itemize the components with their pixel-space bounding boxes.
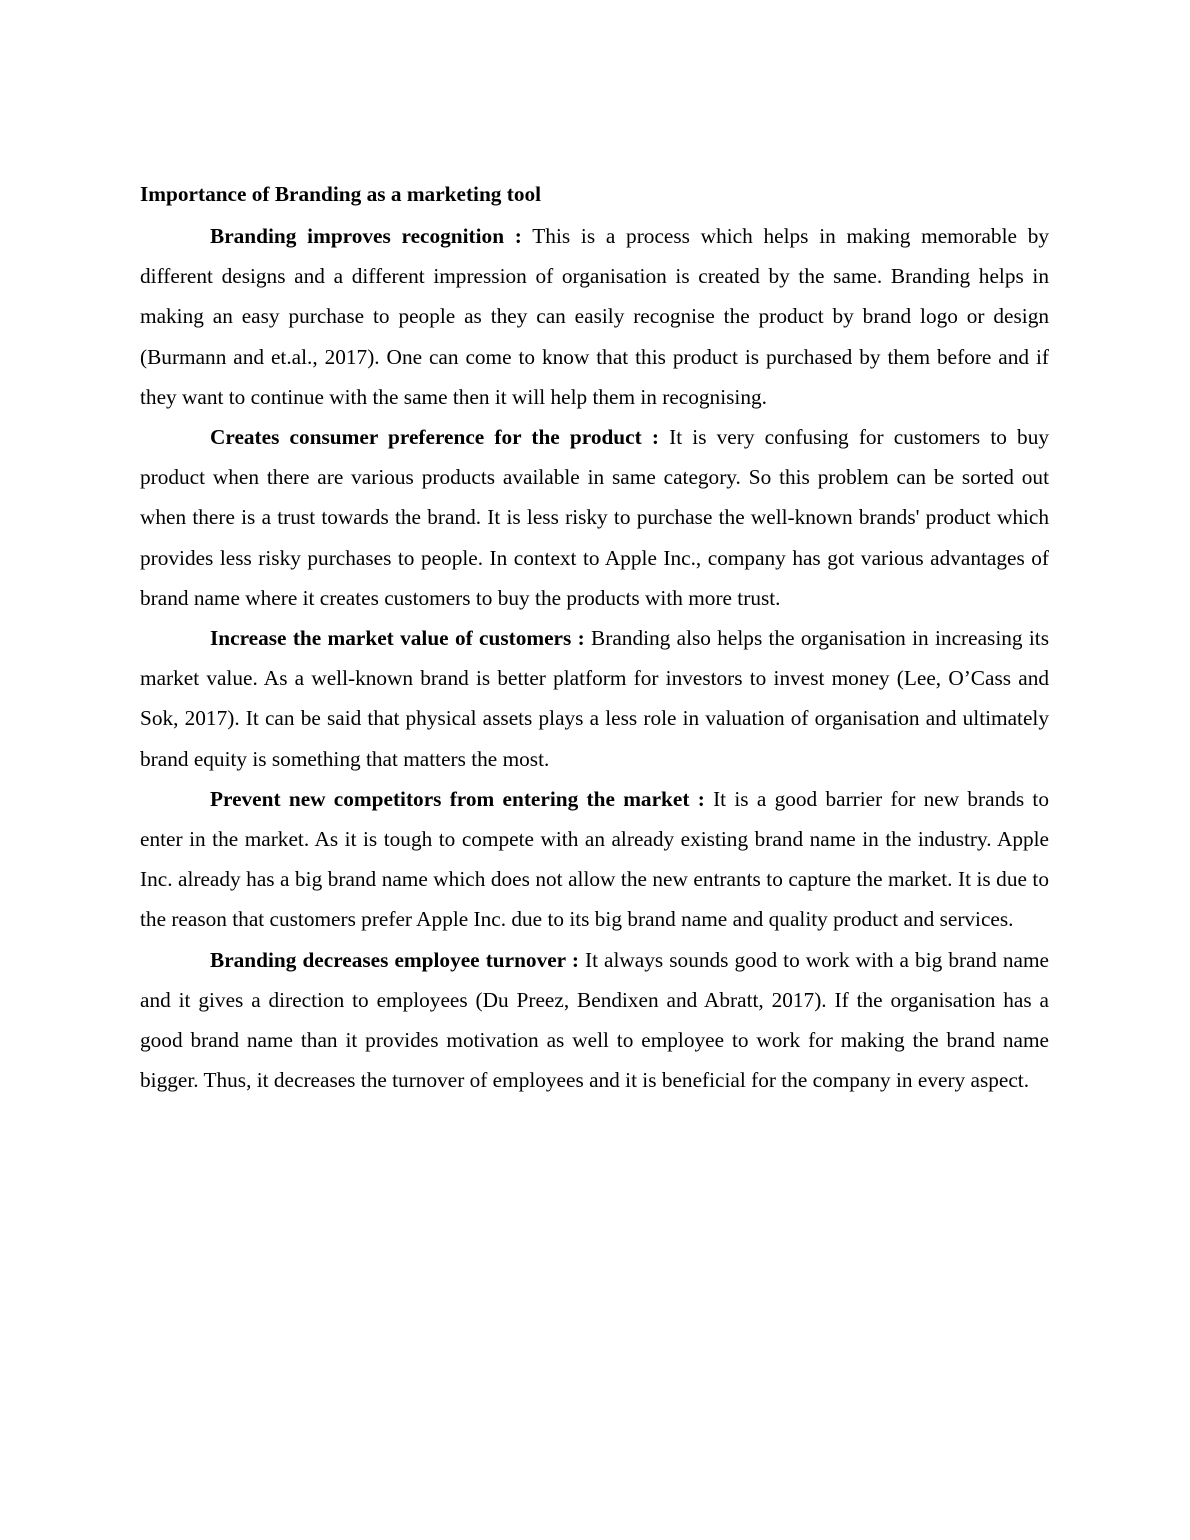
paragraph-prevent-competitors (140, 779, 1049, 940)
section-heading: Importance of Branding as a marketing tool (140, 182, 542, 206)
paragraph-lead: Branding decreases employee turnover : (210, 947, 579, 972)
paragraph-market-value (140, 618, 1049, 779)
paragraph-text: It is very confusing for customers to buy product when there are various products available in same category. So this problem can be sorted out when there is a trust towards the brand. It is less risky to purchase the well-known brands' product which provides less risky purchases to people. In context to Apple Inc., company has got various advantages of brand name where it creates customers to buy the products with more trust. (140, 425, 1049, 610)
document-page (140, 176, 1049, 1100)
paragraph-lead: Creates consumer preference for the product : (210, 425, 659, 450)
paragraph-lead: Prevent new competitors from entering the market : (210, 786, 705, 811)
paragraph-lead: Increase the market value of customers : (210, 626, 585, 651)
paragraph-employee-turnover (140, 940, 1049, 1101)
paragraph-text: It is a good barrier for new brands to enter in the market. As it is tough to compete with an already existing brand name in the industry. Apple Inc. already has a big brand name which does not allow the new entrants to capture the market. It is due to the reason that customers prefer Apple Inc. due to its big brand name and quality product and services. (140, 786, 1049, 932)
paragraph-text: It always sounds good to work with a big brand name and it gives a direction to employees (Du Preez, Bendixen and Abratt, 2017). If the organisation has a good brand name than it provides motivation as well to employee to work for making the brand name bigger. Thus, it decreases the turnover of employees and it is beneficial for the company in every aspect. (140, 947, 1050, 1093)
paragraph-lead: Branding improves recognition : (210, 224, 522, 248)
paragraph-text: Branding also helps the organisation in increasing its market value. As a well-known brand is better platform for investors to invest money (Lee, O’Cass and Sok, 2017). It can be said that physical assets plays a less role in valuation of organisation and ultimately brand equity is something that matters the most. (140, 626, 1049, 771)
paragraph-consumer-preference (140, 417, 1049, 618)
paragraph-text: This is a process which helps in making memorable by different designs and a different impression of organisation is created by the same. Branding helps in making an easy purchase to people as they can easily recognise the product by brand logo or design (Burmann and et.al., 2017). One can come to know that this product is purchased by them before and if they want to continue with the same then it will help them in recognising. (140, 224, 1049, 409)
paragraph-branding-recognition (140, 216, 1049, 417)
